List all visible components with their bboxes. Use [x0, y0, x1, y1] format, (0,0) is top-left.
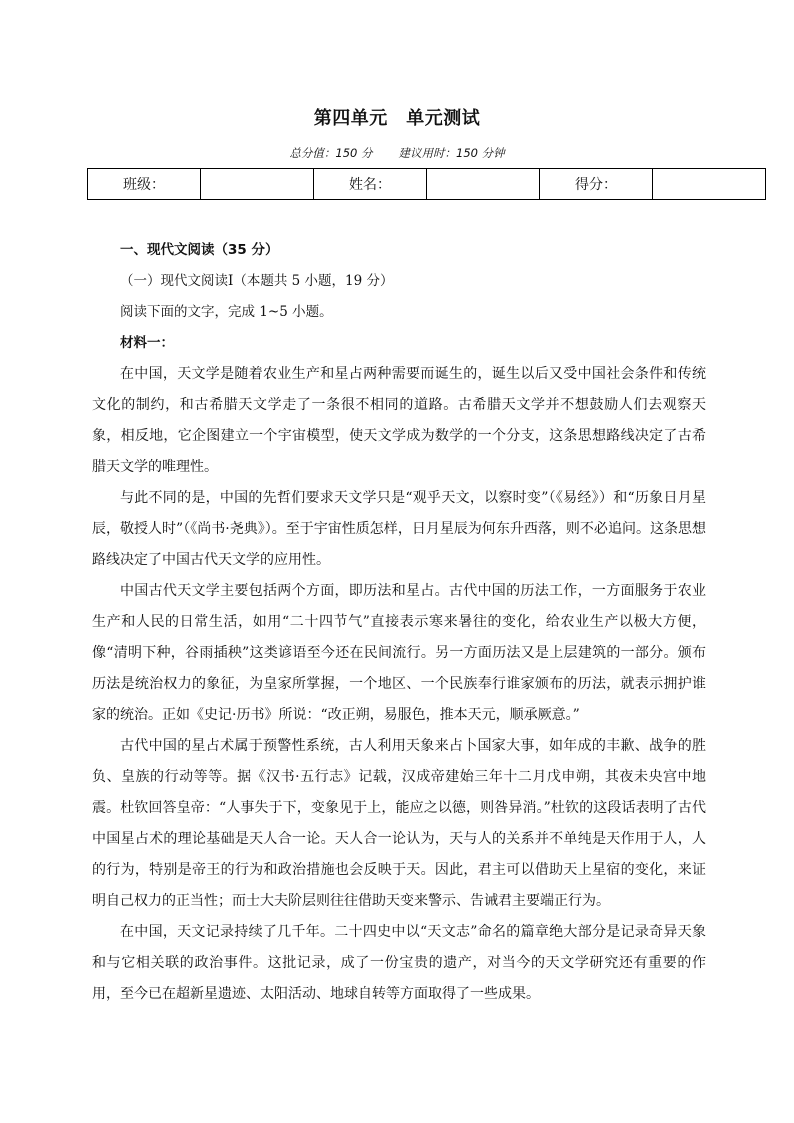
name-label: 姓名： [314, 169, 427, 200]
name-field[interactable] [427, 169, 540, 200]
total-score-text: 总分值：150 分 [289, 146, 373, 160]
class-field[interactable] [201, 169, 314, 200]
class-label: 班级： [88, 169, 201, 200]
reading-section [92, 235, 706, 1010]
student-info-table [87, 168, 766, 200]
section-heading: 一、现代文阅读（35 分） [120, 242, 279, 258]
exam-meta [0, 145, 794, 161]
page-title: 第四单元 单元测试 [313, 108, 481, 129]
paragraph: 与此不同的是，中国的先哲们要求天文学只是“观乎天文，以察时变”（《易经》）和“历象日月星辰，敬授人时”（《尚书·尧典》）。至于宇宙性质怎样，日月星辰为何东升西落，则不必追问。这条思想路线决定了中国古代天文学的应用性。 [92, 490, 706, 568]
score-label: 得分： [540, 169, 653, 200]
paragraph: 在中国，天文记录持续了几千年。二十四史中以“天文志”命名的篇章绝大部分是记录奇异天象和与它相关联的政治事件。这批记录，成了一份宝贵的遗产，对当今的天文学研究还有重要的作用，至今已在超新星遗迹、太阳活动、地球自转等方面取得了一些成果。 [92, 924, 706, 1002]
paragraph: 在中国，天文学是随着农业生产和星占两种需要而诞生的，诞生以后又受中国社会条件和传统文化的制约，和古希腊天文学走了一条很不相同的道路。古希腊天文学并不想鼓励人们去观察天象，相反地，它企图建立一个宇宙模型，使天文学成为数学的一个分支，这条思想路线决定了古希腊天文学的唯理性。 [92, 366, 706, 475]
sub-heading: （一）现代文阅读Ⅰ（本题共 5 小题，19 分） [120, 273, 394, 289]
paragraph: 中国古代天文学主要包括两个方面，即历法和星占。古代中国的历法工作，一方面服务于农业生产和人民的日常生活，如用“二十四节气”直接表示寒来暑往的变化，给农业生产以极大方便，像“清明下种，谷雨插秧”这类谚语至今还在民间流行。另一方面历法又是上层建筑的一部分。颁布历法是统治权力的象征，为皇家所掌握，一个地区、一个民族奉行谁家颁布的历法，就表示拥护谁家的统治。正如《史记·历书》所说：“改正朔，易服色，推本天元，顺承厥意。” [92, 583, 706, 723]
score-field[interactable] [653, 169, 766, 200]
material-label: 材料一： [120, 335, 174, 351]
suggested-time-text: 建议用时：150 分钟 [398, 146, 505, 160]
material-paragraphs [92, 359, 706, 1010]
instruction-text: 阅读下面的文字，完成 1~5 小题。 [120, 304, 333, 320]
paragraph: 古代中国的星占术属于预警性系统，古人利用天象来占卜国家大事，如年成的丰歉、战争的胜负、皇族的行动等等。据《汉书·五行志》记载，汉成帝建始三年十二月戊申朔，其夜未央宫中地震。杜钦回答皇帝：“人事失于下，变象见于上，能应之以德，则咎异消。”杜钦的这段话表明了古代中国星占术的理论基础是天人合一论。天人合一论认为，天与人的关系并不单纯是天作用于人，人的行为，特别是帝王的行为和政治措施也会反映于天。因此，君主可以借助天上星宿的变化，来证明自己权力的正当性；而士大夫阶层则往往借助天变来警示、告诫君主要端正行为。 [92, 738, 706, 909]
